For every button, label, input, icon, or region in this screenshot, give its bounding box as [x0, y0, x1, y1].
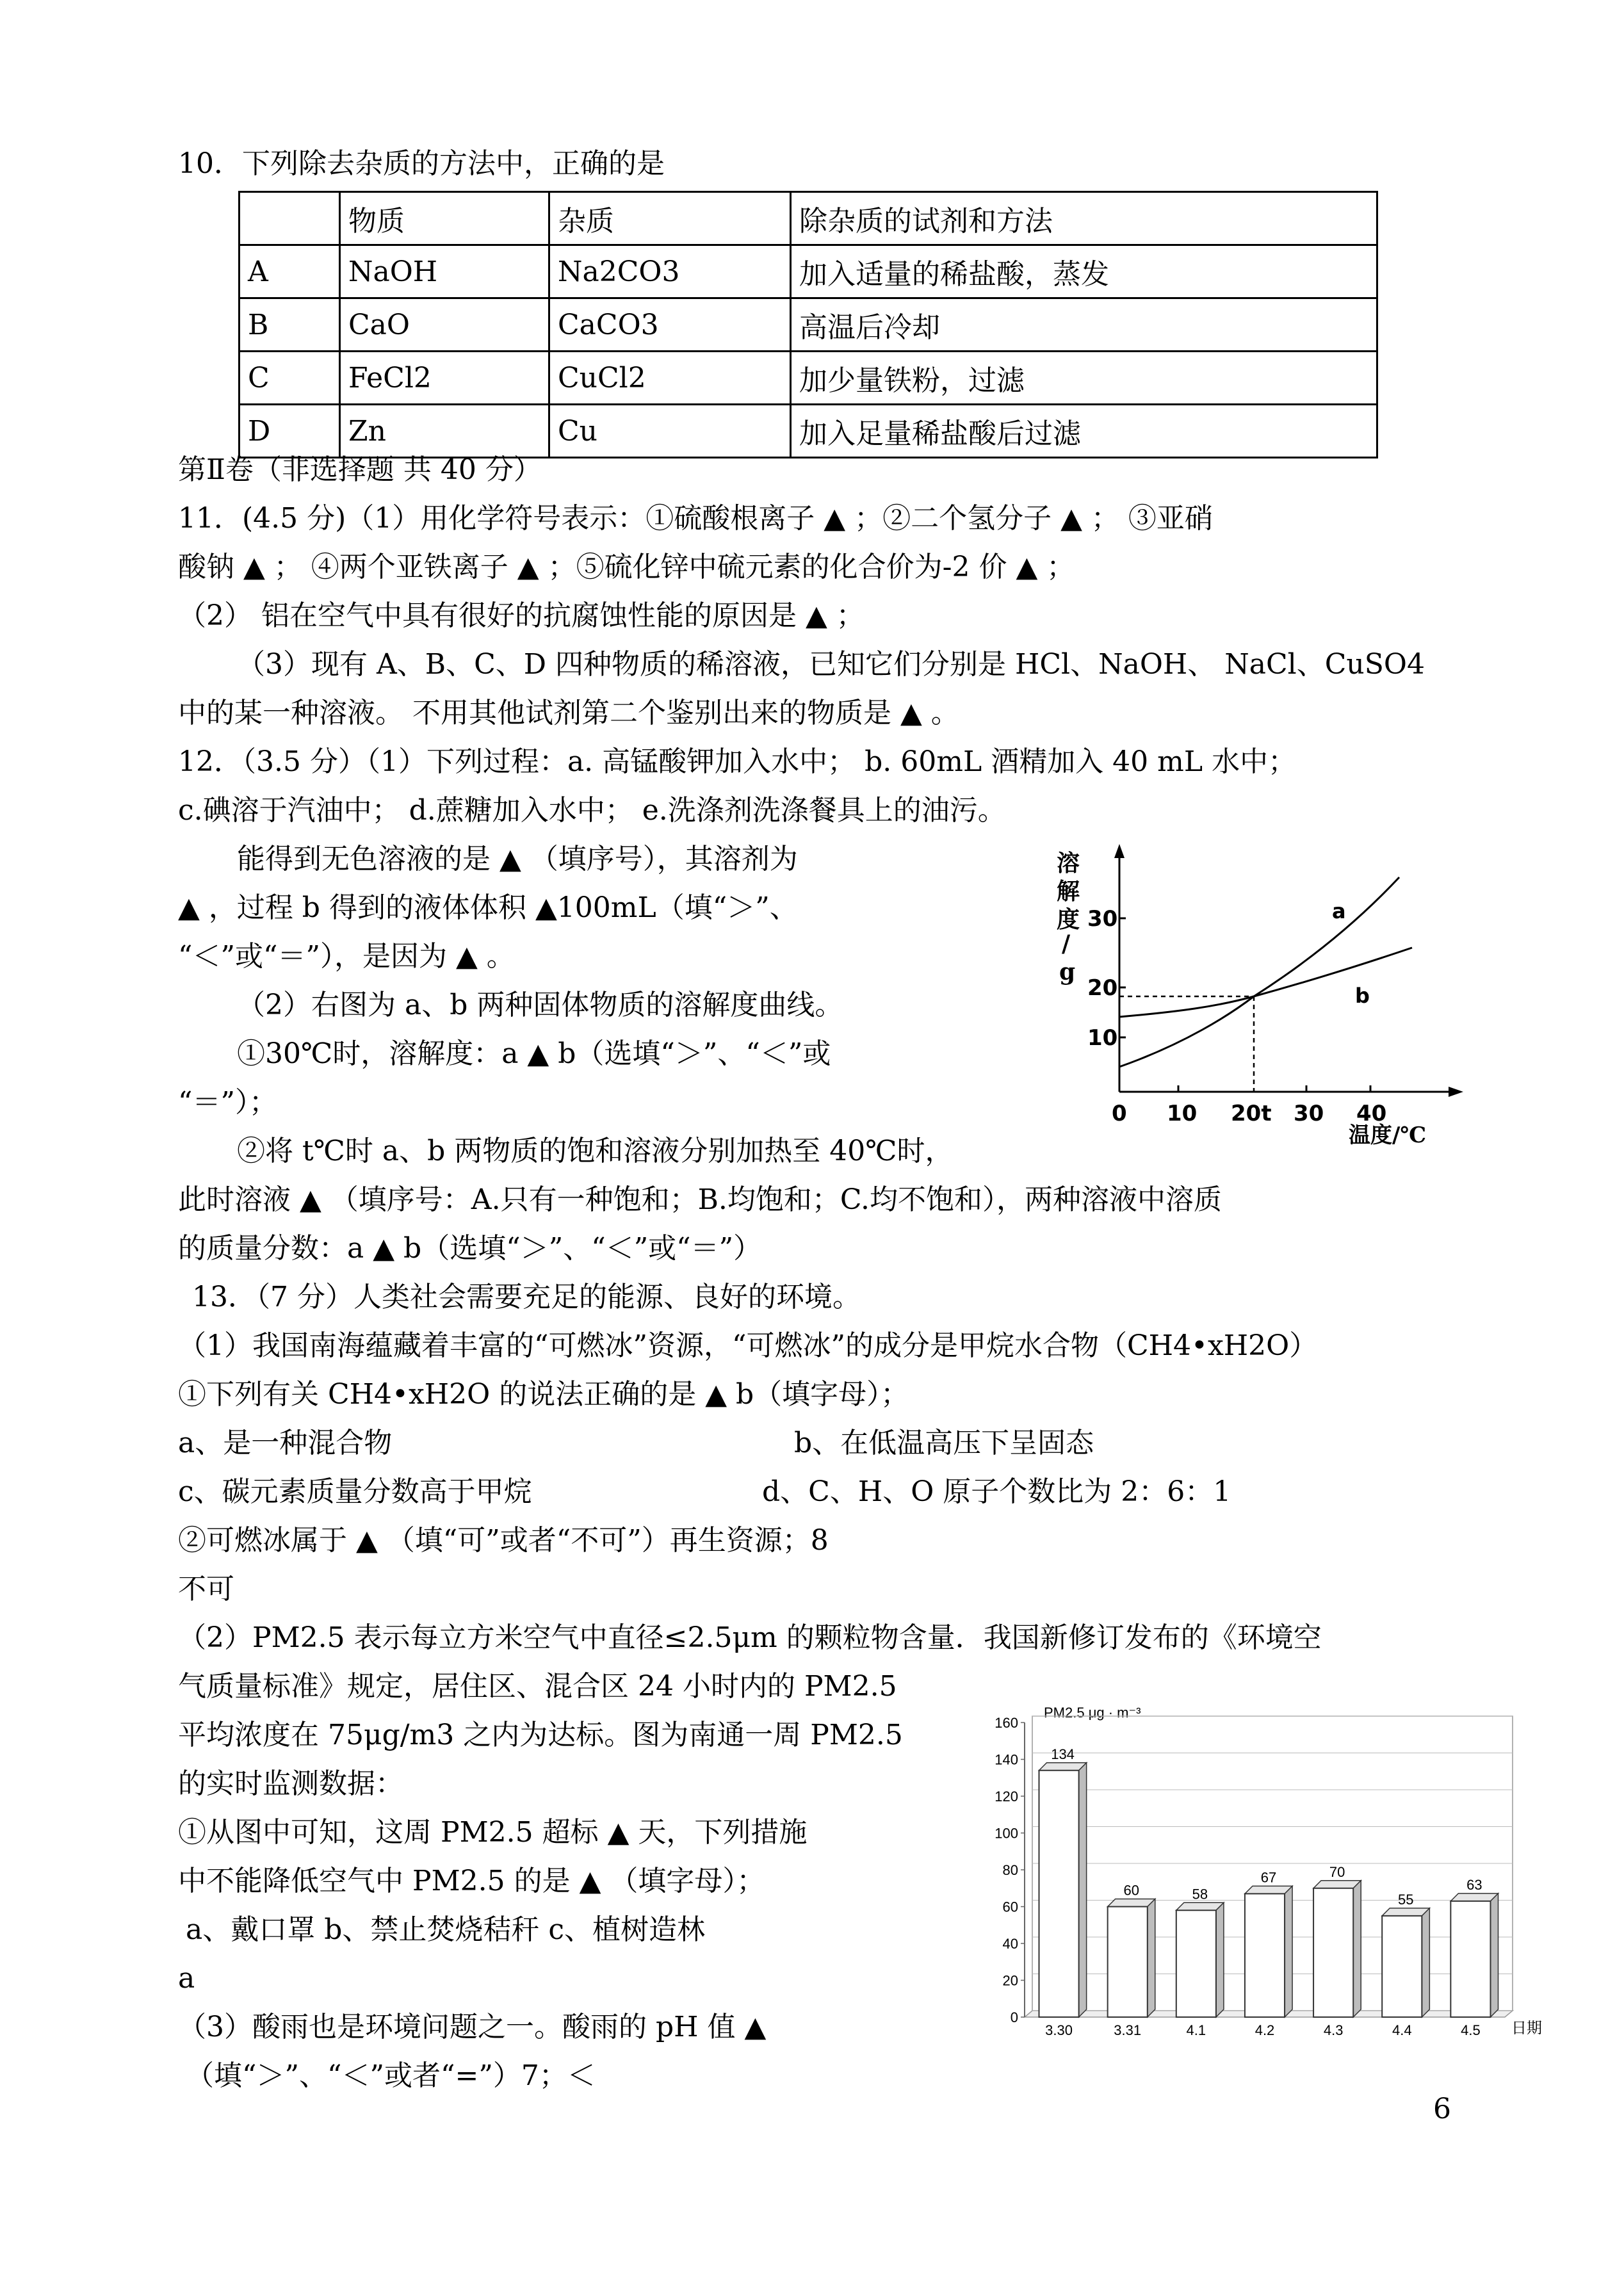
q12-line: ①30℃时，溶解度：a ▲ b（选填“＞”、“＜”或 [237, 1037, 831, 1070]
bar-side [1491, 1894, 1498, 2017]
table-header-cell: 除杂质的试剂和方法 [791, 192, 1377, 245]
q12-line: 此时溶液 ▲ （填序号：A.只有一种饱和；B.均饱和；C.均不饱和），两种溶液中溶质 [178, 1183, 1222, 1216]
table-cell: CaO [340, 298, 549, 352]
curve-a-label: a [1332, 899, 1346, 923]
table-header-cell: 杂质 [549, 192, 791, 245]
table-row [240, 298, 1377, 352]
x-tick-label: 0 [1112, 1101, 1127, 1126]
page-number: 6 [1433, 2093, 1451, 2125]
q11-line: 中的某一种溶液。 不用其他试剂第二个鉴别出来的物质是 ▲ 。 [178, 697, 959, 729]
x-axis-label: 温度/℃ [1349, 1123, 1427, 1146]
bar [1382, 1916, 1422, 2017]
pm-y-tick-label: 160 [995, 1715, 1018, 1731]
bar-side [1148, 1899, 1155, 2018]
pm-y-tick-label: 120 [995, 1788, 1018, 1804]
ylabel-char: g [1059, 959, 1076, 985]
table-cell: NaOH [340, 245, 549, 298]
q13-line: 的实时监测数据： [178, 1767, 403, 1800]
table-row [240, 352, 1377, 405]
bar [1450, 1901, 1490, 2017]
table-header-cell [240, 192, 340, 245]
q12-line: 的质量分数：a ▲ b（选填“＞”、“＜”或“＝”） [178, 1232, 762, 1265]
curve-a [1119, 877, 1399, 1067]
y-tick-label: 10 [1087, 1025, 1118, 1051]
q12-line: “＜”或“＝”），是因为 ▲ 。 [178, 940, 515, 973]
x-tick-label: 30 [1294, 1101, 1324, 1126]
x-tick-label: 4.4 [1392, 2022, 1412, 2038]
ylabel-char: 解 [1057, 878, 1080, 905]
q13-line: ①从图中可知，这周 PM2.5 超标 ▲ 天，下列措施 [178, 1816, 808, 1849]
table-cell: FeCl2 [340, 352, 549, 405]
bar-value-label: 60 [1123, 1882, 1139, 1899]
pm-y-tick-label: 100 [995, 1825, 1018, 1842]
q13-line: （3）酸雨也是环境问题之一。酸雨的 pH 值 ▲ [178, 2011, 767, 2043]
table-cell: 高温后冷却 [791, 298, 1377, 352]
q10-table [238, 191, 1378, 458]
q13-line: （填“＞”、“＜”或者“=”）7；＜ [186, 2059, 596, 2092]
bar-side [1285, 1886, 1292, 2017]
q13-line: a、戴口罩 b、禁止焚烧秸秆 c、植树造林 [186, 1913, 706, 1946]
q13-option: b、在低温高压下呈固态 [794, 1427, 1094, 1459]
x-tick-label: 3.31 [1114, 2022, 1142, 2038]
q12-line: “＝”）； [178, 1086, 277, 1119]
table-header-cell: 物质 [340, 192, 549, 245]
q13-line: （2）PM2.5 表示每立方米空气中直径≤2.5μm 的颗粒物含量．我国新修订发布的《环境空 [178, 1621, 1322, 1654]
q13-option: c、碳元素质量分数高于甲烷 [178, 1475, 532, 1508]
x-tick-label: 4.1 [1186, 2022, 1206, 2038]
table-cell: B [240, 298, 340, 352]
q12-line: c.碘溶于汽油中； d.蔗糖加入水中； e.洗涤剂洗涤餐具上的油污。 [178, 794, 1006, 827]
bar-side [1079, 1763, 1087, 2017]
table-row [240, 405, 1377, 458]
bar-value-label: 58 [1192, 1886, 1208, 1902]
x-tick-label: 4.3 [1323, 2022, 1344, 2038]
q12-line: 能得到无色溶液的是 ▲ （填序号），其溶剂为 [237, 843, 798, 875]
table-row [240, 245, 1377, 298]
pm-y-tick-label: 60 [1002, 1899, 1018, 1915]
table-cell: C [240, 352, 340, 405]
q12-line: ②将 t℃时 a、b 两物质的饱和溶液分别加热至 40℃时， [237, 1135, 954, 1167]
q13-option: d、C、H、O 原子个数比为 2：6：1 [762, 1475, 1231, 1508]
x-tick-label: 3.30 [1045, 2022, 1073, 2038]
table-cell: D [240, 405, 340, 458]
bar-value-label: 134 [1051, 1746, 1075, 1762]
x-tick-label: 20t [1231, 1101, 1272, 1126]
table-cell: CaCO3 [549, 298, 791, 352]
q13-line: ①下列有关 CH4•xH2O 的说法正确的是 ▲ b（填字母）； [178, 1378, 909, 1411]
y-tick-label: 30 [1087, 906, 1118, 932]
bar [1245, 1894, 1285, 2017]
q11-line: 酸钠 ▲ ； ④两个亚铁离子 ▲ ；⑤硫化锌中硫元素的化合价为-2 价 ▲ ； [178, 551, 1075, 583]
pm-y-tick-label: 140 [995, 1751, 1018, 1768]
bar [1108, 1907, 1148, 2018]
x-tick-label: 40 [1356, 1101, 1387, 1126]
bar-side [1216, 1902, 1224, 2017]
bar-side [1422, 1908, 1429, 2017]
bar [1313, 1888, 1353, 2017]
curve-b-label: b [1355, 984, 1370, 1008]
q13-line: 13．（7 分）人类社会需要充足的能源、良好的环境。 [192, 1281, 861, 1313]
y-tick-label: 20 [1087, 975, 1118, 1001]
bar-value-label: 67 [1260, 1869, 1277, 1886]
q13-line: a [178, 1962, 195, 1995]
q13-line: 不可 [178, 1573, 234, 1605]
ylabel-char: 溶 [1057, 850, 1080, 877]
pm-y-tick-label: 0 [1010, 2009, 1018, 2025]
q13-line: 平均浓度在 75μg/m3 之内为达标。图为南通一周 PM2.5 [178, 1719, 903, 1751]
q12-line: ▲ ，过程 b 得到的液体体积 ▲100mL（填“＞”、 [178, 891, 798, 924]
pm25-bar-chart [980, 1691, 1556, 2049]
bar [1176, 1910, 1216, 2017]
bar-side [1353, 1881, 1361, 2017]
x-tick-label: 10 [1167, 1101, 1198, 1126]
q13-line: （1）我国南海蕴藏着丰富的“可燃冰”资源，“可燃冰”的成分是甲烷水合物（CH4•xH2O） [178, 1329, 1318, 1362]
q13-line: 气质量标准》规定，居住区、混合区 24 小时内的 PM2.5 [178, 1670, 897, 1703]
x-tick-label: 4.2 [1255, 2022, 1275, 2038]
q13-line: 中不能降低空气中 PM2.5 的是 ▲ （填字母）； [178, 1865, 765, 1897]
bar-value-label: 70 [1329, 1863, 1345, 1880]
table-cell: Na2CO3 [549, 245, 791, 298]
ylabel-char: 度 [1057, 906, 1080, 933]
table-cell: 加入足量稀盐酸后过滤 [791, 405, 1377, 458]
table-cell: A [240, 245, 340, 298]
y-axis-arrow [1114, 844, 1125, 858]
q13-option: a、是一种混合物 [178, 1427, 393, 1459]
pm-chart-ylabel: PM2.5 μg · m⁻³ [1044, 1705, 1141, 1721]
section-2-title: 第Ⅱ卷（非选择题 共 40 分） [178, 453, 542, 486]
table-cell: 加入适量的稀盐酸，蒸发 [791, 245, 1377, 298]
q11-line: （2） 铝在空气中具有很好的抗腐蚀性能的原因是 ▲ ； [178, 599, 865, 632]
q11-line: 11．(4.5 分)（1）用化学符号表示：①硫酸根离子 ▲ ；②二个氢分子 ▲ ； ③亚硝 [178, 502, 1213, 535]
pm-chart-xlabel: 日期 [1511, 2020, 1542, 2037]
q11-line: （3）现有 A、B、C、D 四种物质的稀溶液，已知它们分别是 HCl、NaOH、 NaCl、CuSO4 [237, 648, 1425, 681]
q12-line: 12．（3.5 分）（1）下列过程：a. 高锰酸钾加入水中； b. 60mL 酒精加入 40 mL 水中； [178, 745, 1297, 778]
bar [1039, 1771, 1079, 2017]
x-axis-arrow [1449, 1087, 1463, 1097]
q13-line: ②可燃冰属于 ▲ （填“可”或者“不可”）再生资源；8 [178, 1524, 829, 1557]
pm-y-tick-label: 20 [1002, 1972, 1018, 1989]
ylabel-char: / [1062, 930, 1071, 957]
table-cell: Zn [340, 405, 549, 458]
bar-value-label: 63 [1466, 1876, 1482, 1893]
bar-value-label: 55 [1398, 1891, 1414, 1908]
q10-title: 10．下列除去杂质的方法中，正确的是 [178, 147, 665, 180]
table-cell: 加少量铁粉，过滤 [791, 352, 1377, 405]
solubility-chart [1050, 839, 1473, 1146]
x-tick-label: 4.5 [1461, 2022, 1481, 2038]
table-cell: Cu [549, 405, 791, 458]
q12-line: （2）右图为 a、b 两种固体物质的溶解度曲线。 [237, 989, 843, 1021]
pm-y-tick-label: 80 [1002, 1862, 1018, 1878]
pm-y-tick-label: 40 [1002, 1936, 1018, 1952]
table-cell: CuCl2 [549, 352, 791, 405]
table-header-row [240, 192, 1377, 245]
